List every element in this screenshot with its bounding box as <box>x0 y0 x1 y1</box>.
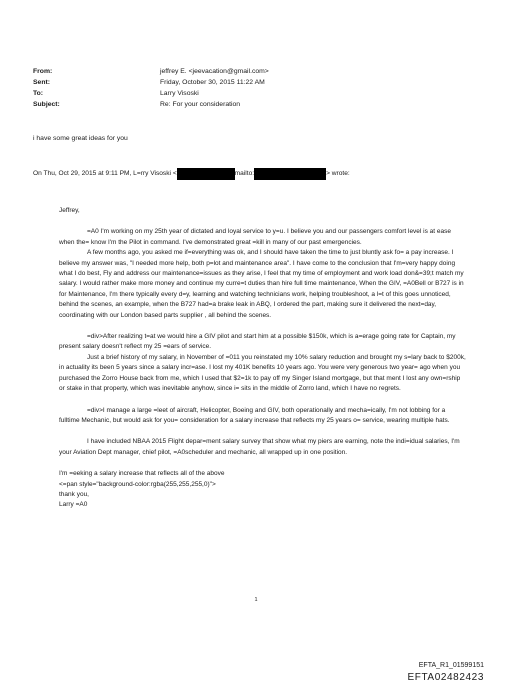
from-label: From: <box>33 67 53 75</box>
quote-header <box>33 168 350 180</box>
to-value: Larry Visoski <box>160 89 199 97</box>
paragraph: =div>After realizing t=at we would hire a GIV pilot and start him at a possible $150k, which is a=erage going rate for Captain, my present salary doesn't reflect my 25 =ears of service. <box>59 333 456 351</box>
quote-mailto: mailto: <box>234 170 255 178</box>
bates-stamp-large: EFTA02482423 <box>407 672 484 683</box>
email-header <box>33 66 269 110</box>
closing-line: thank you, <box>59 490 89 498</box>
paragraph: =div>I manage a large =leet of aircraft, Helicopter, Boeing and GIV, both operationally and mecha=ically, I'm not lobbing for a fulltime Mechanic, but would ask for you= consideration for a salary increase that reflects my 25 years o= service, wearing multiple hats. <box>59 406 450 424</box>
bates-stamp-small: EFTA_R1_01599151 <box>418 662 484 669</box>
header-subject-row <box>33 99 269 110</box>
subject-label: Subject: <box>33 100 60 108</box>
paragraph: A few months ago, you asked me if=everything was ok, and I should have taken the time to just bluntly ask fo= a pay increase. I believe my answer was, "I needed more help, both p=lot and maintenance area". I have come to the conclusion that I'm=very happy doing what I do best, Fly and address our maintenance=issues as they arise, I feel that my time of employment and work load don&=39;t match my salary. I would rather make more money and continue my curre=t duties than hire full time maintenance, When the GIV, =A0Bell or B727 is in for Maintenance, I'm there typically every d=y, learning and watching technicians work, helping troubleshoot, a l=t of this goes unnoticed, behind the scenes, an example, when the B727 had=a brake leak in ABQ, I ordered the part, making sure it delivered the next=day, coordinating with our London based parts supplier , all behind the scenes. <box>59 249 464 319</box>
salutation: Jeffrey, <box>59 207 80 214</box>
redaction-block <box>177 168 235 180</box>
header-to-row <box>33 88 269 99</box>
paragraph: =A0 I'm working on my 25th year of dictated and loyal service to y=u. I believe you and our passengers comfort level is at ease when the= know I'm the Pilot in command. I've demonstrated great =kill in many of our past emergencies. <box>59 228 451 246</box>
from-value: jeffrey E. <jeevacation@gmail.com> <box>160 67 269 75</box>
paragraph: I have included NBAA 2015 Flight depar=ment salary survey that show what my piers are earning, note the indi=idual salaries, I'm your Aviation Dept manager, chief pilot, =A0scheduler and mechanic, all wrapped up in one position. <box>59 438 460 456</box>
closing-line: <=pan style="background-color:rgba(255,255,255,0)"> <box>59 480 216 488</box>
sent-value: Friday, October 30, 2015 11:22 AM <box>160 78 265 86</box>
quote-suffix: > wrote: <box>326 170 350 178</box>
signature: Larry =A0 <box>59 501 88 509</box>
subject-value: Re: For your consideration <box>160 100 241 108</box>
sent-label: Sent: <box>33 78 50 86</box>
reply-intro: i have some great ideas for you <box>33 135 128 142</box>
message-body <box>59 206 467 511</box>
redaction-block <box>254 168 326 180</box>
quote-prefix: On Thu, Oct 29, 2015 at 9:11 PM, L=rry Visoski < <box>33 170 177 178</box>
closing-line: I'm =eeking a salary increase that reflects all of the above <box>59 470 225 478</box>
header-from-row <box>33 66 269 77</box>
paragraph: Just a brief history of my salary, in November of =011 you reinstated my 10% salary reduction and brought my s=lary back to $200k, in actuality its been 5 years since a salary incr=ase. I lost my 401K benefits 10 years ago. You were very generous two year= ago when you purchased the Zorro House back from me, which I used that $2=1k to pay off my Singer Island mortgage, but that ment I lost any own=rship or stake in that property, which was inevitable anyhow, since i= sits in the middle of Zorro land, which I have no regrets. <box>59 353 466 393</box>
header-sent-row <box>33 77 269 88</box>
to-label: To: <box>33 89 44 97</box>
page-number: 1 <box>254 597 258 603</box>
